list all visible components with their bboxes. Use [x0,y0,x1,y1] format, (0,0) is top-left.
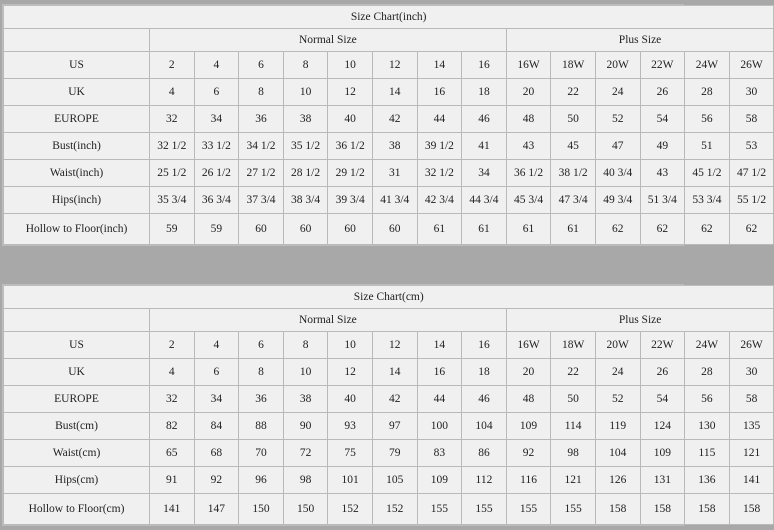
cell: 42 [372,106,417,133]
cell: 42 3/4 [417,187,462,214]
cell: 4 [194,52,239,79]
cell: 18W [551,332,596,359]
cell: 6 [239,52,284,79]
cell: 35 3/4 [150,187,195,214]
cell: 50 [551,386,596,413]
cell: 43 [640,160,685,187]
cell: 130 [685,413,730,440]
cell: 10 [283,359,328,386]
row-label: Waist(inch) [4,160,150,187]
cell: 54 [640,386,685,413]
cell: 92 [506,440,551,467]
cell: 62 [729,214,774,245]
cell: 121 [551,467,596,494]
cell: 86 [462,440,507,467]
cell: 36 [239,106,284,133]
cell: 33 1/2 [194,133,239,160]
table-row [4,440,774,467]
table-row [4,413,774,440]
cell: 61 [506,214,551,245]
cell: 12 [328,79,373,106]
cell: 16 [417,359,462,386]
cell: 47 3/4 [551,187,596,214]
cell: 28 1/2 [283,160,328,187]
row-label: EUROPE [4,106,150,133]
size-chart-cm [2,284,763,526]
cell: 68 [194,440,239,467]
cell: 109 [640,440,685,467]
cell: 31 [372,160,417,187]
cell: 58 [729,106,774,133]
cell: 116 [506,467,551,494]
cell: 14 [372,79,417,106]
cell: 47 1/2 [729,160,774,187]
cell: 12 [328,359,373,386]
cell: 24 [595,359,640,386]
table-row [4,332,774,359]
table-row [4,52,774,79]
cell: 26W [729,332,774,359]
cell: 109 [506,413,551,440]
cell: 104 [595,440,640,467]
cell: 91 [150,467,195,494]
table-row [4,467,774,494]
cell: 96 [239,467,284,494]
cell: 60 [328,214,373,245]
cell: 18 [462,359,507,386]
cell: 141 [729,467,774,494]
cell: 79 [372,440,417,467]
cell: 16W [506,332,551,359]
table-row [4,106,774,133]
cell: 51 [685,133,730,160]
cell: 20 [506,359,551,386]
cell: 62 [685,214,730,245]
row-label: US [4,52,150,79]
row-label: Hips(cm) [4,467,150,494]
cell: 112 [462,467,507,494]
cell: 4 [150,359,195,386]
cell: 40 [328,386,373,413]
row-label: EUROPE [4,386,150,413]
corner-cell [4,29,150,52]
corner-cell [4,309,150,332]
cell: 4 [150,79,195,106]
cell: 72 [283,440,328,467]
cell: 59 [194,214,239,245]
cell: 37 3/4 [239,187,284,214]
cell: 6 [239,332,284,359]
cell: 26 1/2 [194,160,239,187]
cell: 147 [194,494,239,525]
cell: 84 [194,413,239,440]
cell: 131 [640,467,685,494]
row-label: UK [4,359,150,386]
cell: 20 [506,79,551,106]
cell: 12 [372,332,417,359]
cell: 2 [150,332,195,359]
cell: 38 3/4 [283,187,328,214]
cell: 104 [462,413,507,440]
cell: 90 [283,413,328,440]
cell: 114 [551,413,596,440]
row-label: US [4,332,150,359]
cell: 49 3/4 [595,187,640,214]
cell: 42 [372,386,417,413]
chart-title: Size Chart(inch) [4,6,774,29]
cell: 49 [640,133,685,160]
cell: 6 [194,359,239,386]
cell: 45 3/4 [506,187,551,214]
cell: 97 [372,413,417,440]
cell: 35 1/2 [283,133,328,160]
cell: 98 [551,440,596,467]
cell: 39 3/4 [328,187,373,214]
cell: 93 [328,413,373,440]
cell: 136 [685,467,730,494]
table-row [4,187,774,214]
cell: 55 1/2 [729,187,774,214]
cell: 135 [729,413,774,440]
cell: 16W [506,52,551,79]
cell: 43 [506,133,551,160]
row-label: Hollow to Floor(inch) [4,214,150,245]
cell: 46 [462,106,507,133]
cell: 51 3/4 [640,187,685,214]
table-title-row [4,6,774,29]
cell: 29 1/2 [328,160,373,187]
cell: 24W [685,52,730,79]
cell: 46 [462,386,507,413]
cell: 115 [685,440,730,467]
size-chart-inch-table [3,5,774,245]
cell: 82 [150,413,195,440]
cell: 38 [372,133,417,160]
cell: 40 3/4 [595,160,640,187]
row-label: Bust(inch) [4,133,150,160]
cell: 60 [239,214,284,245]
cell: 27 1/2 [239,160,284,187]
cell: 10 [328,332,373,359]
cell: 32 [150,386,195,413]
cell: 8 [239,79,284,106]
cell: 62 [595,214,640,245]
row-label: Hollow to Floor(cm) [4,494,150,525]
cell: 45 [551,133,596,160]
cell: 109 [417,467,462,494]
row-label: UK [4,79,150,106]
cell: 83 [417,440,462,467]
cell: 8 [239,359,284,386]
cell: 38 [283,386,328,413]
cell: 56 [685,106,730,133]
cell: 50 [551,106,596,133]
cell: 44 [417,106,462,133]
cell: 14 [417,332,462,359]
cell: 48 [506,106,551,133]
cell: 155 [462,494,507,525]
cell: 58 [729,386,774,413]
cell: 152 [372,494,417,525]
cell: 22 [551,359,596,386]
cell: 53 [729,133,774,160]
table-row [4,494,774,525]
cell: 100 [417,413,462,440]
cell: 52 [595,106,640,133]
cell: 48 [506,386,551,413]
group-header-normal: Normal Size [150,309,507,332]
cell: 16 [462,332,507,359]
cell: 124 [640,413,685,440]
cell: 18W [551,52,596,79]
cell: 8 [283,52,328,79]
cell: 56 [685,386,730,413]
cell: 20W [595,332,640,359]
cell: 150 [239,494,284,525]
cell: 150 [283,494,328,525]
table-row [4,160,774,187]
cell: 34 1/2 [239,133,284,160]
cell: 14 [372,359,417,386]
cell: 53 3/4 [685,187,730,214]
cell: 20W [595,52,640,79]
cell: 141 [150,494,195,525]
cell: 26 [640,359,685,386]
size-chart-cm-table [3,285,774,525]
chart-title: Size Chart(cm) [4,286,774,309]
cell: 24 [595,79,640,106]
cell: 75 [328,440,373,467]
cell: 26W [729,52,774,79]
table-group-row [4,309,774,332]
cell: 40 [328,106,373,133]
cell: 34 [194,106,239,133]
cell: 155 [417,494,462,525]
row-label: Bust(cm) [4,413,150,440]
cell: 119 [595,413,640,440]
cell: 41 [462,133,507,160]
cell: 44 3/4 [462,187,507,214]
cell: 6 [194,79,239,106]
cell: 61 [462,214,507,245]
cell: 22W [640,52,685,79]
cell: 45 1/2 [685,160,730,187]
cell: 60 [283,214,328,245]
cell: 59 [150,214,195,245]
cell: 70 [239,440,284,467]
table-row [4,386,774,413]
cell: 38 [283,106,328,133]
cell: 32 1/2 [417,160,462,187]
cell: 62 [640,214,685,245]
cell: 105 [372,467,417,494]
table-row [4,359,774,386]
cell: 34 [194,386,239,413]
cell: 60 [372,214,417,245]
cell: 41 3/4 [372,187,417,214]
cell: 8 [283,332,328,359]
table-row [4,79,774,106]
cell: 36 1/2 [328,133,373,160]
cell: 39 1/2 [417,133,462,160]
cell: 36 3/4 [194,187,239,214]
cell: 10 [328,52,373,79]
cell: 32 [150,106,195,133]
cell: 2 [150,52,195,79]
cell: 65 [150,440,195,467]
cell: 152 [328,494,373,525]
cell: 12 [372,52,417,79]
cell: 47 [595,133,640,160]
cell: 22 [551,79,596,106]
cell: 54 [640,106,685,133]
table-group-row [4,29,774,52]
table-row [4,133,774,160]
cell: 88 [239,413,284,440]
table-row [4,214,774,245]
cell: 61 [551,214,596,245]
cell: 44 [417,386,462,413]
cell: 4 [194,332,239,359]
cell: 61 [417,214,462,245]
cell: 26 [640,79,685,106]
group-header-normal: Normal Size [150,29,507,52]
cell: 30 [729,79,774,106]
cell: 16 [417,79,462,106]
cell: 16 [462,52,507,79]
cell: 98 [283,467,328,494]
cell: 34 [462,160,507,187]
cell: 121 [729,440,774,467]
cell: 126 [595,467,640,494]
row-label: Hips(inch) [4,187,150,214]
cell: 25 1/2 [150,160,195,187]
cell: 28 [685,359,730,386]
cell: 92 [194,467,239,494]
table-title-row [4,286,774,309]
cell: 101 [328,467,373,494]
cell: 28 [685,79,730,106]
cell: 155 [551,494,596,525]
row-label: Waist(cm) [4,440,150,467]
cell: 30 [729,359,774,386]
cell: 24W [685,332,730,359]
cell: 158 [685,494,730,525]
cell: 36 1/2 [506,160,551,187]
cell: 14 [417,52,462,79]
cell: 158 [729,494,774,525]
cell: 155 [506,494,551,525]
cell: 18 [462,79,507,106]
group-header-plus: Plus Size [506,309,774,332]
cell: 36 [239,386,284,413]
cell: 158 [640,494,685,525]
cell: 32 1/2 [150,133,195,160]
cell: 52 [595,386,640,413]
cell: 10 [283,79,328,106]
cell: 38 1/2 [551,160,596,187]
cell: 158 [595,494,640,525]
cell: 22W [640,332,685,359]
size-chart-inch [2,4,767,246]
group-header-plus: Plus Size [506,29,774,52]
